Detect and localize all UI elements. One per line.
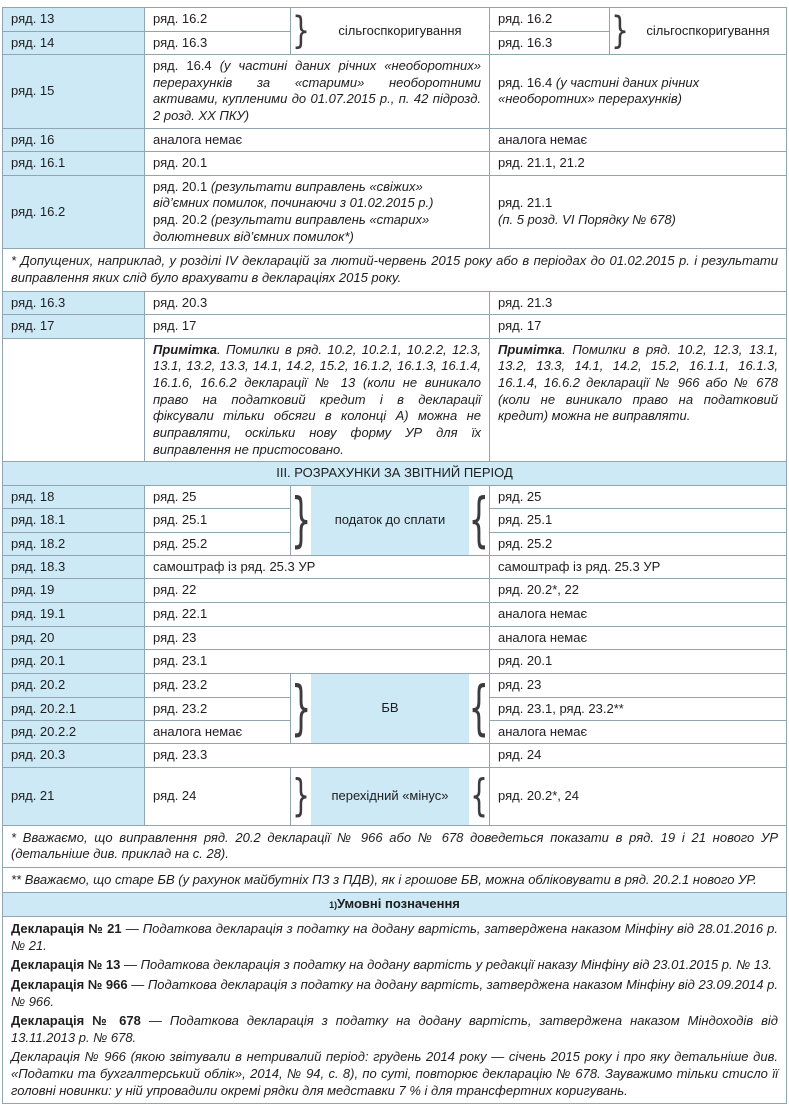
group-label: БВ	[311, 674, 468, 743]
legend-item: Декларація № 21 — Податкова декларація з податку на додану вартість, затверджена наказом Мінфіну від 28.01.2016 р. № 21.	[11, 921, 778, 953]
table-cell: ряд. 23	[498, 676, 542, 692]
col2-values	[145, 674, 291, 743]
table-cell: ряд. 25	[153, 488, 197, 504]
table-cell: самоштраф із ряд. 25.3 УР	[145, 556, 490, 579]
col1-stack	[3, 8, 145, 54]
table-cell: ряд. 22	[145, 579, 490, 602]
note-label: Примітка	[498, 341, 562, 357]
table-cell: ряд. 16.1	[3, 152, 145, 175]
brace-close-icon: }	[611, 8, 629, 53]
row-16-2	[3, 176, 786, 250]
col3-group	[490, 8, 786, 54]
brace-open-icon: {	[468, 484, 489, 555]
row-16-1	[3, 152, 786, 176]
table-cell: ряд. 20.1	[145, 152, 490, 175]
brace-open-icon: {	[470, 769, 488, 821]
table-cell: ряд. 22.1	[145, 603, 490, 626]
row-20	[3, 627, 786, 651]
legend-item: Декларація № 13 — Податкова декларація з податку на додану вартість у редакції наказу Мінфіну від 23.01.2015 р. № 13.	[11, 957, 772, 973]
col2-values	[145, 486, 291, 555]
col3-values	[490, 486, 786, 555]
row-20-1	[3, 650, 786, 674]
col2-values	[145, 768, 291, 825]
legend-header	[3, 893, 786, 917]
row-group-18	[3, 486, 786, 556]
table-cell: ряд. 18.1	[3, 508, 144, 532]
table-cell: ряд. 24	[153, 787, 197, 803]
note-row	[3, 339, 786, 462]
footnote-text: * Вважаємо, що виправлення ряд. 20.2 декларації № 966 або № 678 доведеться показати в ряд. 19 і 21 нового УР (детальніше див. приклад на с. 28).	[11, 829, 778, 862]
footnote-text: ** Вважаємо, що старе БВ (у рахунок майбутніх ПЗ з ПДВ), як і грошове БВ, можна обліковувати в ряд. 20.2.1 нового УР.	[11, 871, 757, 887]
table-cell: ряд. 20	[3, 627, 145, 650]
table-cell: ряд. 17	[145, 315, 490, 338]
table-cell: ряд. 17	[3, 315, 145, 338]
table-cell: аналога немає	[490, 720, 786, 744]
table-cell: ряд. 20.3	[3, 744, 145, 767]
table-cell: ряд. 17	[498, 318, 542, 334]
table-cell: ряд. 15	[3, 55, 145, 128]
table-cell: ряд. 14	[3, 31, 144, 55]
footnote-text: * Допущених, наприклад, у розділі IV декларацій за лютий-червень 2015 року або в періодах до 01.02.2015 р. і результати виправлення яких слід було врахувати в деклараціях 2015 року.	[11, 253, 778, 285]
row-21	[3, 768, 786, 826]
legend-item: Декларація № 966 — Податкова декларація з податку на додану вартість, затверджена наказом Мінфіну від 23.09.2014 р. № 966.	[11, 976, 778, 1009]
legend-title: 1) Умовні позначення	[329, 896, 460, 912]
table-cell: аналога немає	[145, 720, 290, 744]
table-cell: ряд. 20.3	[145, 292, 490, 315]
brace-close-icon: }	[292, 8, 310, 53]
table-cell: ряд. 21.1 (п. 5 розд. VI Порядку № 678)	[498, 195, 676, 227]
col2-values	[145, 8, 291, 54]
group-label: перехідний «мінус»	[311, 768, 469, 825]
table-cell: ряд. 18	[11, 488, 55, 504]
note-label: Примітка	[153, 341, 217, 357]
empty-cell	[3, 339, 145, 461]
legend-definitions	[3, 917, 786, 1103]
table-cell: ряд. 23.2	[145, 697, 290, 721]
footnote-row-3	[3, 868, 786, 894]
table-cell: ряд. 21	[3, 768, 145, 825]
table-cell: ряд. 20.1 (результати виправлень «свіжих» від’ємних помилок, починаючи з 01.02.2015 р.) ряд. 20.2 (результати виправлень «старих» долютневих від’ємних помилок*)	[145, 176, 490, 249]
row-19	[3, 579, 786, 603]
table-cell: ряд. 16.2	[3, 176, 145, 249]
table-cell: ряд. 25.2	[145, 532, 290, 556]
table-cell: ряд. 20.2.1	[3, 697, 144, 721]
table-cell: ряд. 25.2	[490, 532, 786, 556]
table-cell: аналога немає	[498, 606, 588, 621]
table-cell: ряд. 20.2*, 22	[498, 582, 579, 598]
col2-group	[145, 768, 490, 825]
row-15	[3, 55, 786, 129]
section-3-header	[3, 462, 786, 486]
row-19-1	[3, 603, 786, 627]
legend-paragraph: Декларація № 966 (якою звітували в нетривалий період: грудень 2014 року — січень 2015 року і про яку детальніше див. «Податки та бухгалтерський облік», 2014, № 94, с. 8), по суті, повторює декларацію № 678. Зауважимо тільки стисло її головні новинки: у ній упровадили окремі рядки для медставки 7 % і для трансфертних коригувань.	[11, 1049, 778, 1098]
footnote-row-2	[3, 826, 786, 868]
col2-group	[145, 486, 490, 555]
table-cell: ряд. 16.3	[490, 31, 609, 55]
comparison-table	[2, 7, 787, 1104]
note-cell: Примітка. Помилки в ряд. 10.2, 12.3, 13.1, 13.2, 13.3, 14.1, 14.2, 15.2, 16.1.1, 16.1.3, 16.1.4, 16.6.2 декларації № 966 або № 678 (коли не виникало право на податковий кредит) можна не виправляти.	[498, 341, 778, 424]
group-label: сільгоспкоригування	[646, 22, 770, 38]
table-cell: ряд. 23.2	[153, 676, 208, 692]
table-cell: ряд. 23.3	[145, 744, 490, 767]
col2-group	[145, 8, 490, 54]
table-cell: ряд. 16.2	[153, 11, 208, 26]
table-cell: ряд. 21.3	[498, 294, 553, 310]
table-cell: ряд. 18.2	[3, 532, 144, 556]
note-cell: Примітка. Помилки в ряд. 10.2, 10.2.1, 10.2.2, 12.3, 13.1, 13.2, 13.3, 14.1, 14.2, 15.2, 16.1.2, 16.1.3, 16.1.4, 16.1.6, 16.6.2 декларації № 13 (коли не виникало право на податковий кредит і в декларації фіксували тільки обсяги в колонці А) можна не виправляти, оскільки нову форму УР для їх виправлення не пристосовано.	[145, 339, 490, 461]
brace-close-icon: }	[291, 672, 312, 743]
table-cell: ряд. 23	[145, 627, 490, 650]
table-cell: ряд. 24	[498, 746, 542, 762]
table-cell: ряд. 21.1, 21.2	[498, 155, 585, 171]
table-cell: ряд. 18.3	[3, 556, 145, 579]
table-cell: ряд. 25.1	[490, 508, 786, 532]
col3-values	[490, 8, 610, 54]
table-cell: ряд. 19.1	[3, 603, 145, 626]
table-cell: ряд. 20.1	[3, 650, 145, 673]
row-17	[3, 315, 786, 339]
brace-close-icon: }	[291, 484, 312, 555]
row-20-3	[3, 744, 786, 768]
brace-open-icon: {	[468, 672, 489, 743]
table-cell: самоштраф із ряд. 25.3 УР	[498, 558, 661, 574]
table-cell: ряд. 16	[3, 129, 145, 152]
col1-stack	[3, 486, 145, 555]
row-16	[3, 129, 786, 153]
table-cell: ряд. 16.3	[3, 292, 145, 315]
table-cell: аналога немає	[498, 131, 588, 147]
legend-body	[3, 917, 786, 1103]
row-16-3	[3, 292, 786, 316]
footnote-row-1	[3, 249, 786, 291]
table-cell: ряд. 20.2.2	[3, 720, 144, 744]
table-cell: ряд. 23.1	[145, 650, 490, 673]
table-cell: ряд. 20.2	[11, 676, 66, 692]
table-cell: ряд. 16.2	[498, 11, 553, 26]
table-cell: аналога немає	[145, 129, 490, 152]
brace-close-icon: }	[292, 769, 310, 821]
col2-group	[145, 674, 490, 743]
table-cell: аналога немає	[498, 629, 588, 645]
row-group-20-2	[3, 674, 786, 744]
table-cell: ряд. 25	[498, 488, 542, 504]
table-cell: ряд. 16.4 (у частині даних річних «необоротних» перерахунків)	[498, 74, 700, 107]
table-cell: ряд. 20.1	[498, 653, 553, 669]
table-cell: ряд. 20.2*, 24	[498, 787, 579, 803]
table-cell: ряд. 13	[11, 11, 55, 26]
col1-stack	[3, 674, 145, 743]
group-label: податок до сплати	[311, 486, 468, 555]
table-cell: ряд. 25.1	[145, 508, 290, 532]
table-cell: ряд. 16.4 (у частині даних річних «необоротних» перерахунків за «старими» необоротними активами, купленими до 01.07.2015 р., п. 42 підрозд. 2 розд. ХХ ПКУ)	[145, 55, 490, 128]
row-18-3	[3, 556, 786, 580]
table-cell: ряд. 19	[3, 579, 145, 602]
group-label: сільгоспкоригування	[338, 22, 462, 38]
legend-item: Декларація № 678 — Податкова декларація з податку на додану вартість, затверджена наказом Міндоходів від 13.11.2013 р. № 678.	[11, 1013, 778, 1045]
row-group-13-14	[3, 8, 786, 55]
col3-values	[490, 674, 786, 743]
table-cell: ряд. 23.1, ряд. 23.2**	[490, 697, 786, 721]
table-cell: ряд. 16.3	[145, 31, 290, 55]
section-title: ІІІ. РОЗРАХУНКИ ЗА ЗВІТНИЙ ПЕРІОД	[276, 465, 513, 481]
